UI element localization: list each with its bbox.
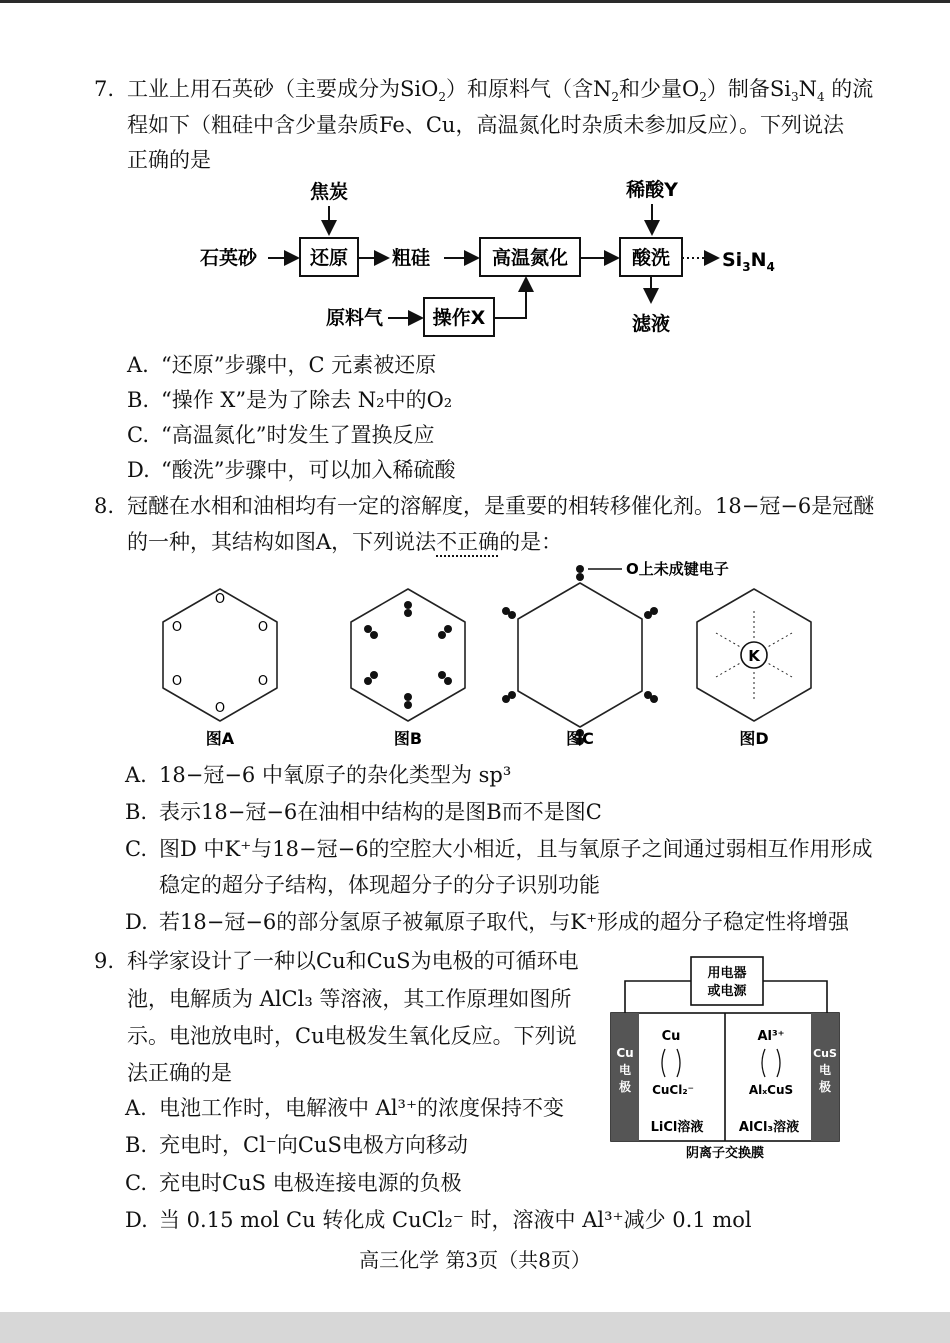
svg-text:K: K xyxy=(748,647,760,665)
svg-text:或电源: 或电源 xyxy=(707,984,747,999)
figure-c xyxy=(502,565,658,745)
nitridation-label: 高温氮化 xyxy=(491,247,569,269)
svg-text:Cu: Cu xyxy=(661,1029,681,1044)
svg-text:LiCl溶液: LiCl溶液 xyxy=(650,1120,704,1135)
cus-electrode xyxy=(811,1013,839,1141)
q9-option-b: B. 充电时，Cl⁻向CuS电极方向移动 xyxy=(125,1133,468,1157)
fig-a-caption: 图A xyxy=(205,729,235,748)
svg-text:O: O xyxy=(257,620,269,635)
q9-number: 9. xyxy=(94,949,115,973)
q7-stem-line1: 工业上用石英砂（主要成分为SiO$_2$）和原料气（含$N_2$和少量$O_2$）制备$Si_3N_4$ 的流 xyxy=(127,77,874,105)
figure-d xyxy=(697,589,811,721)
q7-option-c: C. “高温氮化”时发生了置换反应 xyxy=(127,423,435,447)
battery-diagram xyxy=(605,953,845,1165)
svg-text:CuCl₂⁻: CuCl₂⁻ xyxy=(652,1083,694,1097)
fig-b-caption: 图B xyxy=(393,729,423,748)
cu-electrode xyxy=(611,1013,639,1141)
q9-stem-line3: 示。电池放电时，Cu电极发生氧化反应。下列说 xyxy=(127,1024,577,1048)
q7-number: 7. xyxy=(94,77,115,101)
q8-option-d: D. 若18−冠−6的部分氢原子被氟原子取代，与K⁺形成的超分子稳定性将增强 xyxy=(125,910,850,934)
svg-text:电: 电 xyxy=(618,1063,632,1077)
svg-text:AlₓCuS: AlₓCuS xyxy=(748,1083,794,1097)
q7-flowchart xyxy=(190,172,790,340)
svg-text:用电器: 用电器 xyxy=(707,966,747,981)
q9-option-c: C. 充电时CuS 电极连接电源的负极 xyxy=(125,1171,462,1195)
figure-a xyxy=(163,589,277,721)
q8-number: 8. xyxy=(94,494,115,518)
q7-stem-line3: 正确的是 xyxy=(127,148,211,172)
svg-text:O: O xyxy=(214,701,226,716)
scan-top-edge xyxy=(0,0,950,3)
filtrate-label: 滤液 xyxy=(631,313,671,335)
q7-stem-line2: 程如下（粗硅中含少量杂质Fe、Cu，高温氮化时杂质未参加反应）。下列说法 xyxy=(127,113,844,137)
svg-text:Cu: Cu xyxy=(616,1046,634,1060)
q9-stem-line4: 法正确的是 xyxy=(127,1061,232,1085)
q7-option-d: D. “酸洗”步骤中，可以加入稀硫酸 xyxy=(127,458,456,482)
crude-si-label: 粗硅 xyxy=(392,247,431,269)
reduce-label: 还原 xyxy=(309,247,349,269)
product-label: $Si_3N_4$ xyxy=(722,249,775,274)
q7-option-b: B. “操作 X”是为了除去 N₂中的O₂ xyxy=(127,388,453,412)
q8-stem-line2: 的一种，其结构如图A，下列说法不正确的是： xyxy=(127,530,563,554)
q8-option-c: C. 图D 中K⁺与18−冠−6的空腔大小相近，且与氧原子之间通过弱相互作用形成 xyxy=(125,837,873,861)
svg-text:O: O xyxy=(257,674,269,689)
svg-text:阴离子交换膜: 阴离子交换膜 xyxy=(685,1146,765,1161)
q9-option-d: D. 当 0.15 mol Cu 转化成 CuCl₂⁻ 时，溶液中 Al³⁺减少 0.1 mol xyxy=(125,1208,752,1232)
dilute-acid-label: 稀酸Y xyxy=(626,179,678,201)
raw-gas-label: 原料气 xyxy=(326,307,384,329)
figure-b xyxy=(351,589,465,721)
svg-text:Al³⁺: Al³⁺ xyxy=(757,1029,785,1044)
fig-c-caption: 图C xyxy=(566,729,594,748)
svg-text:极: 极 xyxy=(618,1080,632,1094)
coke-label: 焦炭 xyxy=(309,181,349,203)
q9-option-a: A. 电池工作时，电解液中 Al³⁺的浓度保持不变 xyxy=(125,1096,565,1120)
svg-text:O: O xyxy=(171,620,183,635)
q9-stem-line2: 池，电解质为 AlCl₃ 等溶液，其工作原理如图所 xyxy=(127,987,572,1011)
operation-x-label: 操作X xyxy=(432,307,486,329)
svg-text:O: O xyxy=(214,592,226,607)
acid-wash-label: 酸洗 xyxy=(631,247,671,269)
svg-text:CuS: CuS xyxy=(813,1047,837,1060)
q7-option-a: A. “还原”步骤中，C 元素被还原 xyxy=(127,353,437,377)
fig-d-caption: 图D xyxy=(739,729,769,748)
q8-stem-line1: 冠醚在水相和油相均有一定的溶解度，是重要的相转移催化剂。18−冠−6是冠醚 xyxy=(127,494,875,518)
svg-text:AlCl₃溶液: AlCl₃溶液 xyxy=(738,1120,800,1135)
q8-option-a: A. 18−冠−6 中氧原子的杂化类型为 sp³ xyxy=(125,763,512,787)
page-footer: 高三化学 第3页（共8页） xyxy=(359,1248,591,1272)
q8-option-c-cont: 稳定的超分子结构，体现超分子的分子识别功能 xyxy=(159,873,600,897)
q8-option-b: B. 表示18−冠−6在油相中结构的是图B而不是图C xyxy=(125,800,602,824)
scan-bottom-edge xyxy=(0,1312,950,1343)
svg-text:电: 电 xyxy=(818,1063,832,1077)
svg-text:极: 极 xyxy=(818,1080,832,1094)
crown-ether-figures xyxy=(140,560,860,755)
quartz-label: 石英砂 xyxy=(200,247,258,269)
lone-pair-label: O上未成键电子 xyxy=(626,560,729,578)
svg-text:O: O xyxy=(171,674,183,689)
q9-stem-line1: 科学家设计了一种以Cu和CuS为电极的可循环电 xyxy=(127,949,579,973)
